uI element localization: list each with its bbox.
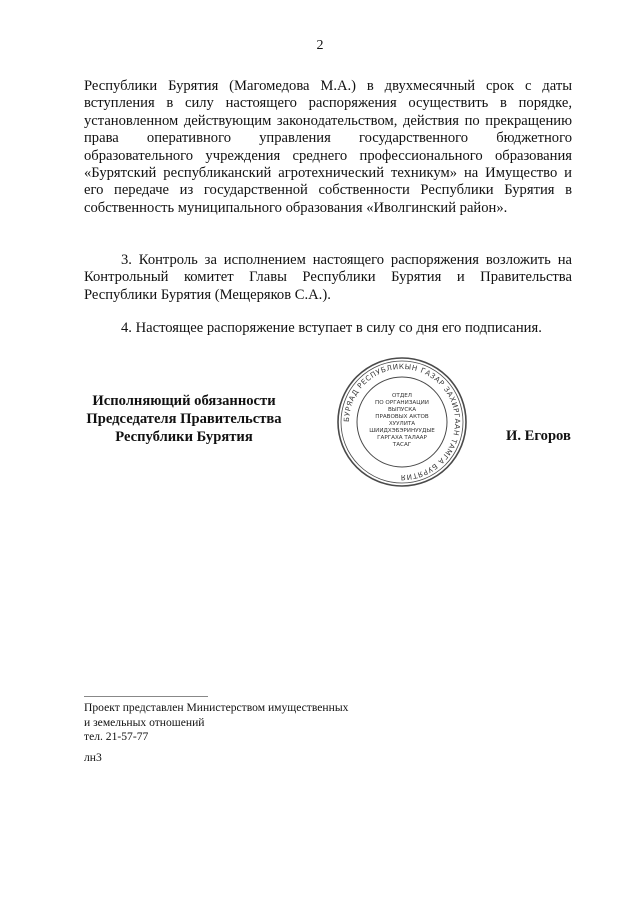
footnote xyxy=(84,701,348,745)
seal-center-line-2: ПО ОРГАНИЗАЦИИ xyxy=(375,400,429,406)
page-number: 2 xyxy=(316,38,324,53)
seal-center-line-5: ХУУЛИТА xyxy=(388,421,416,427)
seal-center-line-3: ВЫПУСКА xyxy=(387,407,417,413)
seal-center-line-1: ОТДЕЛ xyxy=(392,393,412,399)
official-seal-stamp xyxy=(335,355,469,489)
signer-title-line-3: Республики Бурятия xyxy=(115,429,253,445)
footnote-line-2: и земельных отношений xyxy=(84,715,205,729)
seal-center-line-4: ПРАВОВЫХ АКТОВ xyxy=(375,414,429,420)
signer-title-line-2: Председателя Правительства xyxy=(86,411,282,427)
footnote-phone: тел. 21-57-77 xyxy=(84,730,149,743)
paragraph-continuation: Республики Бурятия (Магомедова М.А.) в двухмесячный срок с даты вступления в силу настоящего распоряжения осуществить в порядке, установленном действующим законодательством, действия по прекращению права оперативного управления государственного бюджетного образовательного учреждения среднего профессионального образования «Бурятский республиканский агротехнический техникум» на Имущество и его передаче из государственной собственности Республики Бурятия в собственность муниципального образования «Иволгинский район». xyxy=(84,78,572,216)
seal-ring-text: БУРЯАД РЕСПУБЛИКЫН ГАЗАР ЗАХИРГААН ТАМГА БУРЯТИЯ xyxy=(341,361,463,483)
signer-title xyxy=(84,392,284,446)
footnote-line-1: Проект представлен Министерством имущественных xyxy=(84,701,349,714)
seal-center-line-7: ГАРГАХА ТАЛААР xyxy=(377,435,427,441)
seal-center-line-8: ТАСАГ xyxy=(392,442,412,448)
seal-center-line-6: ШИИДХЭБЭРИНУУДЫЕ xyxy=(369,428,435,434)
signer-name: И. Егоров xyxy=(506,428,571,444)
footnote-divider xyxy=(84,696,208,697)
paragraph-control-clause: 3. Контроль за исполнением настоящего распоряжения возложить на Контрольный комитет Главы Республики Бурятия и Правительства Республики Бурятия (Мещеряков С.А.). xyxy=(84,252,572,303)
document-code: лн3 xyxy=(84,751,102,764)
signer-title-line-1: Исполняющий обязанности xyxy=(92,393,276,409)
paragraph-effective-clause: 4. Настоящее распоряжение вступает в силу со дня его подписания. xyxy=(121,320,542,336)
